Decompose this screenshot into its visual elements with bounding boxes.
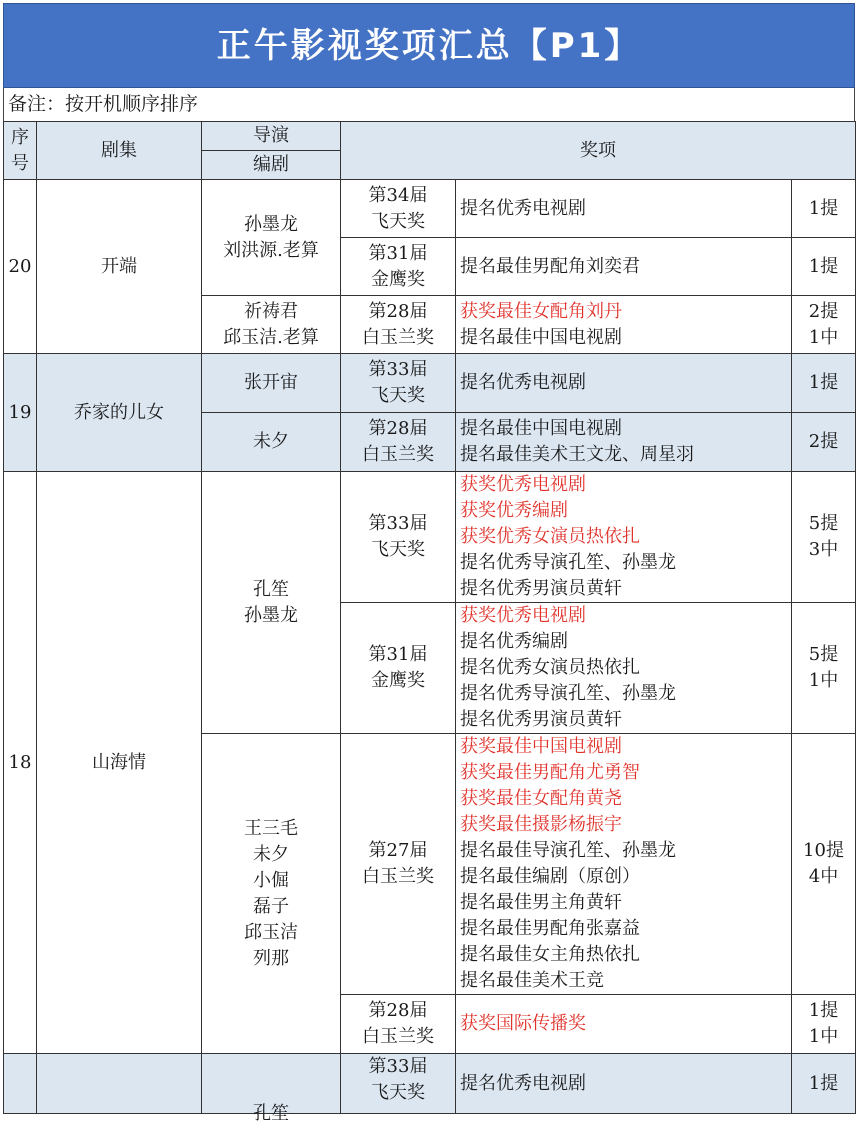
page-title: 正午影视奖项汇总【P1】 (3, 3, 855, 88)
text-line: 邱玉洁.老算 (223, 326, 319, 348)
award-counts (792, 472, 856, 603)
text-line: 提名优秀男演员黄轩 (460, 578, 622, 599)
row-index: 20 (4, 180, 37, 354)
text-line: 孔笙 (253, 578, 289, 600)
text-line: 邱玉洁 (244, 921, 298, 943)
text-line: 5提 (808, 644, 839, 665)
text-line: 3中 (808, 539, 839, 560)
awards-header: 奖项 (341, 122, 856, 180)
text-line: 提名最佳中国电视剧 (460, 418, 622, 439)
text-line: 提名最佳美术王竞 (460, 970, 604, 991)
text-line: 1中 (808, 1026, 839, 1047)
staff-cell (202, 734, 341, 1054)
text-line: 提名优秀电视剧 (460, 197, 586, 219)
text-line: 列那 (253, 947, 289, 969)
award-counts (792, 354, 856, 413)
text-line: 白玉兰奖 (362, 444, 434, 465)
award-lines (456, 354, 792, 413)
award-counts (792, 734, 856, 995)
ceremony-cell (341, 180, 456, 238)
text-line: 第34届 (368, 184, 428, 206)
text-line: 未夕 (253, 843, 289, 865)
drama-name: 乔家的儿女 (37, 354, 202, 472)
award-lines (456, 995, 792, 1054)
ceremony-cell (341, 1054, 456, 1114)
award-won-line: 获奖优秀电视剧 (460, 605, 586, 626)
staff-cell (202, 354, 341, 413)
row-index: 18 (4, 472, 37, 1054)
award-lines (456, 238, 792, 296)
award-lines (456, 180, 792, 238)
text-line: 提名优秀导演孔笙、孙墨龙 (460, 683, 676, 704)
text-line: 1中 (808, 670, 839, 691)
award-lines (456, 603, 792, 734)
page (3, 3, 855, 1124)
text-line: 白玉兰奖 (362, 326, 434, 348)
award-counts (792, 296, 856, 354)
text-line: 1提 (808, 1072, 839, 1094)
text-line: 1提 (808, 197, 839, 219)
text-line: 刘洪源.老算 (223, 239, 319, 261)
award-lines (456, 734, 792, 995)
drama-name: 开端 (37, 180, 202, 354)
staff-cell (202, 472, 341, 734)
award-won-line: 获奖优秀女演员热依扎 (460, 526, 640, 547)
text-line: 第33届 (368, 513, 428, 534)
award-counts (792, 413, 856, 472)
sort-note: 备注：按开机顺序排序 (3, 88, 855, 121)
text-line: 提名最佳美术王文龙、周星羽 (460, 444, 694, 465)
ceremony-cell (341, 734, 456, 995)
award-won-line: 获奖最佳摄影杨振宇 (460, 814, 622, 835)
text-line: 张开宙 (244, 372, 298, 393)
drama-name (37, 1054, 202, 1114)
award-won-line: 获奖最佳女配角黄尧 (460, 788, 622, 809)
text-line: 飞天奖 (371, 539, 425, 560)
staff-cell (202, 1054, 341, 1124)
text-line: 4中 (808, 866, 839, 887)
text-line: 1提 (808, 372, 839, 393)
text-line: 第33届 (368, 1056, 428, 1077)
text-line: 磊子 (253, 895, 289, 917)
text-line: 孙墨龙 (244, 604, 298, 626)
award-lines (456, 1054, 792, 1114)
table-row (4, 180, 856, 238)
text-line: 小倔 (253, 869, 289, 891)
award-counts (792, 995, 856, 1054)
text-line: 孙墨龙 (244, 213, 298, 235)
text-line: 金鹰奖 (371, 670, 425, 691)
awards-table (3, 121, 856, 1124)
drama-header: 剧集 (37, 122, 202, 180)
text-line: 金鹰奖 (371, 268, 425, 290)
text-line: 提名优秀电视剧 (460, 1072, 586, 1094)
text-line: 2提 (808, 431, 839, 452)
text-line: 白玉兰奖 (362, 866, 434, 887)
staff-cell (202, 296, 341, 354)
award-lines (456, 413, 792, 472)
award-counts (792, 238, 856, 296)
award-won-line: 获奖最佳中国电视剧 (460, 736, 622, 757)
text-line: 第31届 (368, 644, 428, 665)
director-header: 导演 (202, 122, 341, 151)
award-counts (792, 1054, 856, 1114)
text-line: 号 (11, 152, 29, 174)
ceremony-cell (341, 354, 456, 413)
ceremony-cell (341, 413, 456, 472)
text-line: 提名最佳导演孔笙、孙墨龙 (460, 840, 676, 861)
text-line: 提名最佳男主角黄轩 (460, 892, 622, 913)
text-line: 提名最佳中国电视剧 (460, 326, 622, 348)
ceremony-cell (341, 238, 456, 296)
text-line: 飞天奖 (371, 1082, 425, 1103)
text-line: 第27届 (368, 840, 428, 861)
text-line: 第28届 (368, 1000, 428, 1021)
text-line: 1提 (808, 1000, 839, 1021)
text-line: 未夕 (253, 431, 289, 452)
text-line: 王三毛 (244, 817, 298, 839)
text-line: 飞天奖 (371, 385, 425, 406)
text-line: 提名最佳男配角刘奕君 (460, 255, 640, 277)
text-line: 白玉兰奖 (362, 1026, 434, 1047)
award-won-line: 获奖最佳女配角刘丹 (460, 300, 622, 322)
text-line: 第33届 (368, 359, 428, 380)
staff-cell (202, 180, 341, 296)
text-line: 提名优秀电视剧 (460, 372, 586, 393)
text-line: 提名优秀男演员黄轩 (460, 709, 622, 730)
award-lines (456, 296, 792, 354)
text-line: 飞天奖 (371, 210, 425, 232)
header-row (4, 122, 856, 151)
ceremony-cell (341, 603, 456, 734)
row-index: 19 (4, 354, 37, 472)
text-line: 提名优秀导演孔笙、孙墨龙 (460, 552, 676, 573)
ceremony-cell (341, 995, 456, 1054)
award-counts (792, 603, 856, 734)
text-line: 10提 (803, 840, 844, 861)
text-line: 提名优秀编剧 (460, 631, 568, 652)
award-won-line: 获奖国际传播奖 (460, 1013, 586, 1034)
award-counts (792, 180, 856, 238)
table-row (4, 472, 856, 603)
text-line: 提名优秀女演员热依扎 (460, 657, 640, 678)
table-row (4, 354, 856, 413)
text-line: 第31届 (368, 242, 428, 264)
index-header (4, 122, 37, 180)
text-line: 第28届 (368, 418, 428, 439)
text-line: 第28届 (368, 300, 428, 322)
text-line: 5提 (808, 513, 839, 534)
row-index (4, 1054, 37, 1114)
text-line: 提名最佳女主角热依扎 (460, 944, 640, 965)
text-line: 孔笙 (253, 1103, 289, 1124)
text-line: 祈祷君 (244, 300, 298, 322)
ceremony-cell (341, 472, 456, 603)
text-line: 序 (11, 126, 29, 148)
award-won-line: 获奖优秀电视剧 (460, 474, 586, 495)
award-lines (456, 472, 792, 603)
text-line: 1提 (808, 255, 839, 277)
ceremony-cell (341, 296, 456, 354)
text-line: 提名最佳男配角张嘉益 (460, 918, 640, 939)
staff-cell (202, 413, 341, 472)
text-line: 提名最佳编剧（原创） (460, 866, 640, 887)
award-won-line: 获奖最佳男配角尤勇智 (460, 762, 640, 783)
text-line: 1中 (808, 326, 839, 348)
drama-name: 山海情 (37, 472, 202, 1054)
table-row (4, 1054, 856, 1114)
writer-header: 编剧 (202, 151, 341, 180)
text-line: 2提 (808, 300, 839, 322)
award-won-line: 获奖优秀编剧 (460, 500, 568, 521)
